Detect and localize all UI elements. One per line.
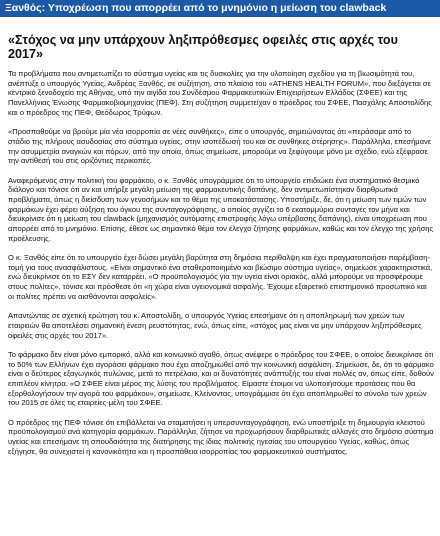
article-headline: «Στόχος να μην υπάρχουν ληξιπρόθεσμες οφειλές στις αρχές του 2017» (8, 33, 398, 61)
paragraph-6: Το φάρμακο δεν είναι μόνο εμπορικό, αλλά και κοινωνικό αγαθό, όπως ανέφερε ο πρόεδρος του ΣΦΕΕ, ο οποίος διευκρίνισε ότι το 50% των Ελλήνων έχει αγοράσει φάρμακο που έχει αποζημιωθεί από την κοινωνική ασφάλιση. Σημείωσε, δε, ότι το φάρμακο είναι ο δεύτερος εξαγωγικός πυλώνας, μετά το πετρέλαιο, και οι δυνατότητες ανάπτυξής του είναι πολλές αν, όπως είπε, δοθούν επιπλέον κίνητρα. «Ο ΣΦΕΕ είναι μέρος της λύσης του προβλήματος. Είμαστε έτοιμοι να υλοποιήσουμε προτάσεις που θα εξορθολογήσουν την αγορά του φαρμάκου», σημείωσε. Κλείνοντας, υπογράμμισε ότι έχει αποπληρωθεί το σύνολο των χρεών του 2015 σε όλες τις εταιρείες-μέλη του ΣΦΕΕ. (8, 349, 434, 408)
header-title: Ξανθός: Υποχρέωση που απορρέει από το μνημόνιο η μείωση του clawback (5, 2, 387, 14)
paragraph-2: «Προσπαθούμε να βρούμε μία νέα ισορροπία σε νέες συνθήκες», είπε ο υπουργός, σημειώνοντας ότι «περάσαμε από το στάδιο της πλήρους ασυδοσίας στο σύστημα υγείας, στην ισοπέδωσή του και σε συνθήκες στέρησης». Παράλληλα, επεσήμανε την ασυμμετρία αναγκών και πόρων, από την οποία, όπως σημείωσε, μπορούμε να ξεφύγουμε μόνο με σχέδιο, ενώ εξέφρασε την αντίθεσή του στις οριζόντιες περικοπές. (8, 127, 432, 166)
paragraph-3: Αναφερόμενος στην πολιτική του φαρμάκου, ο κ. Ξανθός υπογράμμισε ότι το υπουργείο επιδιώκει ένα συστηματικό θεσμικό διάλογο και τόνισε ότι αν και υπήρξε μεγάλη μείωση της φαρμακευτικής δαπάνης, δεν αντιμετωπίστηκαν διαρθρωτικά προβλήματα, όπως η διείσδυση των γενοσήμων και το θέμα της υποκατάστασης. Υποστήριξε, δε, ότι η μείωση των τιμών των φαρμάκων έχει φέρει αύξηση του όγκου της συνταγογράφησης, ο οποίος αγγίζει το 6 εκατομμύρια συνταγές τον μήνα και διευκρίνισε ότι η μείωση του clawback (μηχανισμός αυτόματης επιστροφής λόγω υπέρβασης δαπάνης), είναι υποχρέωση που απορρέει από το μνημόνιο. Επίσης, έθεσε ως σημαντικό θέμα τον έλεγχο ζήτησης φαρμάκων, καθώς και τον έλεγχο της χρήσης προέλευσης. (8, 175, 434, 243)
paragraph-5: Απαντώντας σε σχετική ερώτηση του κ. Αποστολίδη, ο υπουργός Υγείας επεσήμανε ότι η αποπληρωμή των χρεών των εταιρειών θα αποτελέσει σημαντική ένεση ρευστότητας, ενώ, όπως είπε, «στόχος μας είναι να μην υπάρχουν ληξιπρόθεσμες οφειλές στις αρχές του 2017». (8, 311, 422, 340)
paragraph-7: Ο πρόεδρος της ΠΕΦ τόνισε ότι επιβάλλεται να σταματήσει η υπερσυνταγογράφηση, ενώ υποστήριξε τη δημιουργία κλειστού προϋπολογισμού ανά κατηγορία φαρμάκων. Παράλληλα, ζήτησε να προχωρήσουν διαρθρωτικές αλλαγές στο δημόσιο σύστημα υγείας και επεσήμανε τη σπουδαιότητα της διατήρησης της ίδιας πολιτικής ηγεσίας του υπουργείου Υγείας, καθώς, όπως εξήγησε, θα συνεχιστεί η κανονικότητα και η προσπάθεια ισορροπίας του φαρμακευτικού συστήματος. (8, 417, 434, 456)
paragraph-1: Τα προβλήματα που αντιμετωπίζει το σύστημα υγείας και τις δυσκολίες για την υλοποίηση σχεδίου για τη βιωσιμότητά του, ανέπτυξε ο υπουργός Υγείας, Ανδρέας Ξανθός, σε συζήτηση, στο πλαίσιο του «ATHENS HEALTH FORUM», που διεξάγεται σε κεντρικό ξενοδοχείο της Αθήνας, υπό την αιγίδα του Συνδέσμου Φαρμακευτικών Επιχειρήσεων Ελλάδος (ΣΦΕΕ) και της Πανελλήνιας Ένωσης Φαρμακοβιομηχανίας (ΠΕΦ). Στη συζήτηση συμμετείχαν ο πρόεδρος του ΣΦΕΕ, Πασχάλης Αποστολίδης και ο πρόεδρος της ΠΕΦ, Θεόδωρος Τρύφων. (8, 69, 432, 117)
article-header-bar (0, 0, 440, 17)
paragraph-4: Ο κ. Ξανθός είπε ότι το υπουργείο έχει δώσει μεγάλη βαρύτητα στη δημόσια περίθαλψη και έχει πραγματοποιήσει παρέμβαση-τομή για τους ανασφάλιστους. «Είναι σημαντικό ένα σταθεροποιημένο και βιώσιμο σύστημα υγείας», σημείωσε χαρακτηριστικά, ενώ διευκρίνισε ότι το ΕΣΥ δεν καταρρέει. «Ο προϋπολογισμός για την υγεία είναι οριακός, αλλά μπορούμε να προσφέρουμε στους πολίτες», τόνισε και πρόσθεσε ότι «η χώρα είναι υγειονομικά ασφαλής. Έχουμε εξαιρετικό επιστημονικό προσωπικό και οι πολίτες πρέπει να αισθάνονται ασφαλείς». (8, 253, 433, 301)
article-body (8, 69, 434, 456)
